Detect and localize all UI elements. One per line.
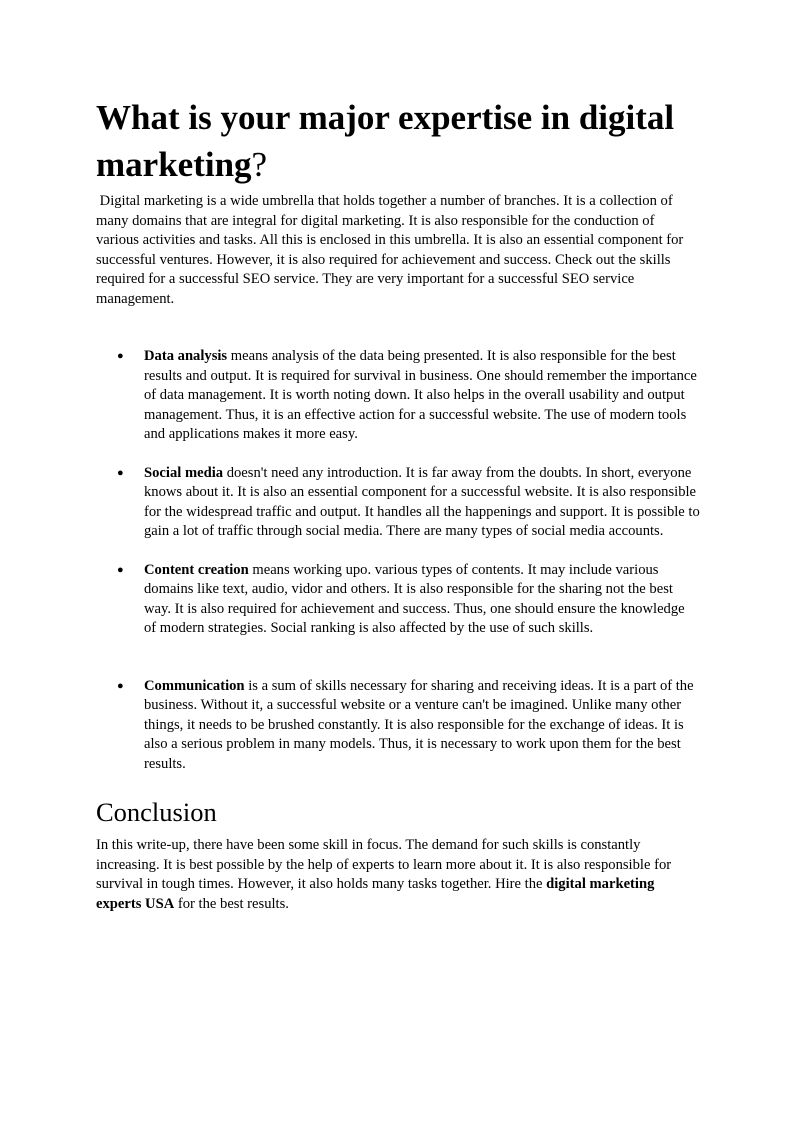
list-item-term: Social media bbox=[144, 464, 224, 481]
document-page bbox=[96, 94, 700, 914]
page-title-text: What is your major expertise in digital marketing bbox=[96, 98, 675, 184]
bullet-icon: ● bbox=[117, 563, 124, 576]
conclusion-text-end: for the best results. bbox=[174, 895, 289, 912]
conclusion-text: In this write-up, there have been some skill in focus. The demand for such skills is constantly increasing. It is best possible by the help of experts to learn more about it. It is also responsible for survival in tough times. However, it also holds many tasks together. Hire the bbox=[96, 837, 672, 892]
intro-paragraph: Digital marketing is a wide umbrella that holds together a number of branches. It is a collection of many domains that are integral for digital marketing. It is also responsible for the conduction of various activities and tasks. All this is enclosed in this umbrella. It is also an essential component for successful ventures. However, it is also required for achievement and success. Check out the skills required for a successful SEO service. They are very important for a successful SEO service management. bbox=[96, 193, 687, 307]
bullet-icon: ● bbox=[117, 679, 124, 692]
list-item-text: is a sum of skills necessary for sharing and receiving ideas. It is a part of the business. Without it, a successful website or a venture can't be imagined. Unlike many other things, it needs to be brushed constantly. It is also responsible for the exchange of ideas. It is also a serious problem in many models. Thus, it is necessary to work upon them for the best results. bbox=[144, 677, 694, 772]
conclusion-emphasis: digital marketing experts USA bbox=[96, 876, 655, 912]
bullet-icon: ● bbox=[117, 350, 124, 362]
list-item-text: doesn't need any introduction. It is far away from the doubts. In short, everyone knows about it. It is also an essential component for a successful website. It is also responsible for the widespread traffic and output. It handles all the happenings and support. It is possible to gain a lot of traffic through social media. There are many types of social media accounts. bbox=[144, 464, 700, 539]
list-item-term: Communication bbox=[144, 677, 245, 694]
conclusion-heading: Conclusion bbox=[96, 797, 217, 827]
page-title-question-mark: ? bbox=[251, 145, 268, 184]
bullet-icon: ● bbox=[117, 466, 124, 479]
list-item-term: Content creation bbox=[144, 561, 249, 578]
page-title bbox=[96, 94, 700, 188]
list-item-data-analysis bbox=[96, 347, 700, 445]
list-item-content-creation bbox=[96, 561, 700, 639]
list-item-communication bbox=[96, 677, 700, 775]
skills-list bbox=[96, 347, 700, 774]
list-item-text: means working upo. various types of contents. It may include various domains like text, audio, vidor and others. It is also responsible for the sharing not the best way. It is also required for achievement and success. Thus, one should ensure the knowledge of modern strategies. Social ranking is also affected by the use of such skills. bbox=[144, 561, 685, 636]
list-item-term: Data analysis bbox=[144, 348, 228, 364]
list-item-social-media bbox=[96, 464, 700, 542]
list-item-text: means analysis of the data being presented. It is also responsible for the best results and output. It is required for survival in business. One should remember the importance of data management. It is worth noting down. It also helps in the overall usability and output management. Thus, it is an effective action for a successful website. The use of modern tools and applications makes it more easy. bbox=[144, 348, 697, 442]
conclusion-paragraph bbox=[96, 836, 700, 914]
